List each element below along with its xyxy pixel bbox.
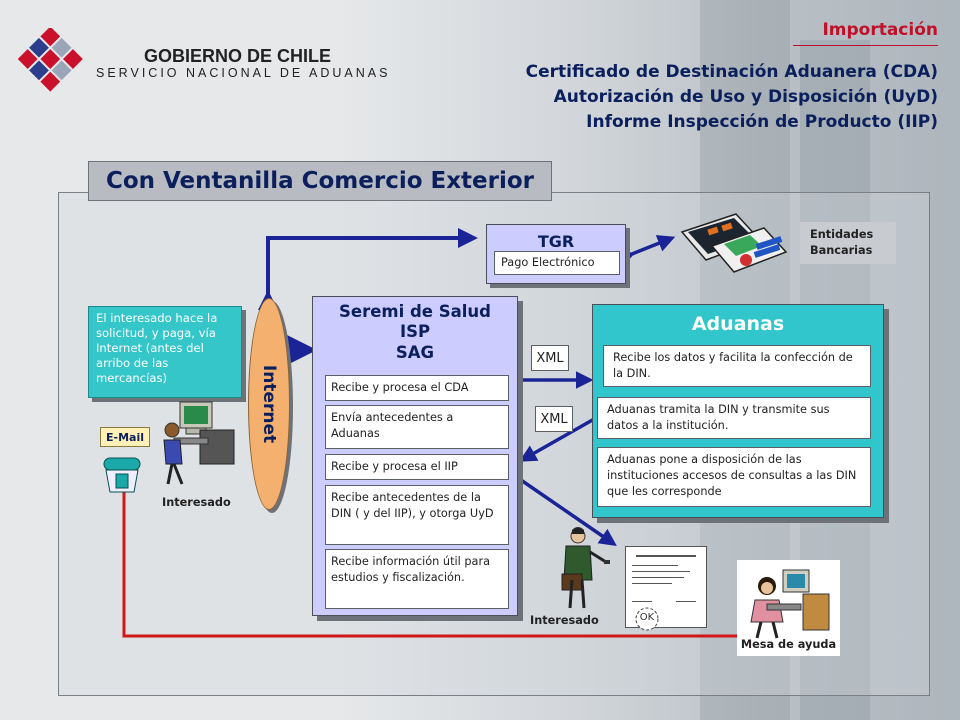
person-computer-icon — [160, 400, 240, 492]
page-title: Con Ventanilla Comercio Exterior — [88, 161, 552, 201]
xml-label-2: XML — [535, 406, 573, 432]
seremi-item-2: Envía antecedentes a Aduanas — [325, 405, 509, 449]
seremi-item-5: Recibe información útil para estudios y fiscalización. — [325, 549, 509, 609]
ok-seal-label: OK — [639, 612, 655, 623]
tgr-title: TGR — [537, 232, 575, 251]
certificate-line — [632, 601, 652, 602]
aduanas-title: Aduanas — [691, 313, 785, 335]
seremi-panel — [312, 296, 518, 616]
email-label: E-Mail — [100, 427, 150, 447]
certificate-line — [632, 571, 690, 572]
bank-cards-icon — [678, 208, 798, 280]
certificate-line — [632, 565, 678, 566]
xml-label-1: XML — [531, 345, 569, 371]
person-interesado-icon — [556, 524, 620, 616]
phone-icon — [100, 452, 144, 496]
arrow-tgr-bank — [632, 238, 672, 254]
interesado-caption: Interesado — [162, 496, 231, 509]
interesado2-caption: Interesado — [530, 614, 599, 627]
seremi-item-3: Recibe y procesa el IIP — [325, 454, 509, 480]
arrow-internet-tgr — [268, 238, 474, 294]
certificate-line — [636, 555, 696, 557]
section-label: Importación — [793, 20, 938, 46]
aduanas-item-2: Aduanas tramita la DIN y transmite sus datos a la institución. — [597, 397, 871, 439]
tgr-subtitle: Pago Electrónico — [494, 251, 620, 275]
org-subname: SERVICIO NACIONAL DE ADUANAS — [96, 66, 391, 80]
seremi-item-1: Recibe y procesa el CDA — [325, 375, 509, 401]
aduanas-item-1: Recibe los datos y facilita la confección de la DIN. — [603, 345, 871, 387]
aduanas-panel — [592, 304, 884, 518]
header-line-1: Certificado de Destinación Aduanera (CDA) — [525, 62, 938, 82]
certificate-line — [676, 601, 696, 602]
header-line-2: Autorización de Uso y Disposición (UyD) — [553, 87, 938, 107]
internet-label: Internet — [259, 364, 279, 444]
seremi-title-line-2: ISP — [399, 322, 431, 342]
seremi-item-4: Recibe antecedentes de la DIN ( y del IIP), y otorga UyD — [325, 485, 509, 545]
org-name: GOBIERNO DE CHILE — [144, 46, 332, 66]
entidades-line-2: Bancarias — [810, 244, 873, 258]
seremi-title-line-1: Seremi de Salud — [339, 302, 491, 321]
tgr-box — [486, 224, 626, 284]
mesa-de-ayuda-label: Mesa de ayuda — [740, 638, 837, 651]
mesa-de-ayuda-box — [737, 560, 840, 656]
certificate-line — [632, 577, 684, 578]
interesado-note: El interesado hace la solicitud, y paga, vía Internet (antes del arribo de las mercancías) — [88, 306, 242, 398]
entidades-bancarias-box — [800, 222, 896, 264]
header-line-3: Informe Inspección de Producto (IIP) — [586, 112, 938, 132]
seremi-title — [313, 302, 517, 363]
helpdesk-agent-icon — [737, 564, 840, 640]
seremi-title-line-3: SAG — [395, 342, 435, 362]
certificate-line — [632, 583, 672, 584]
internet-node — [248, 298, 290, 510]
entidades-line-1: Entidades — [810, 228, 874, 241]
aduanas-item-3: Aduanas pone a disposición de las instituciones accesos de consultas a las DIN que les corresponde — [597, 447, 871, 507]
